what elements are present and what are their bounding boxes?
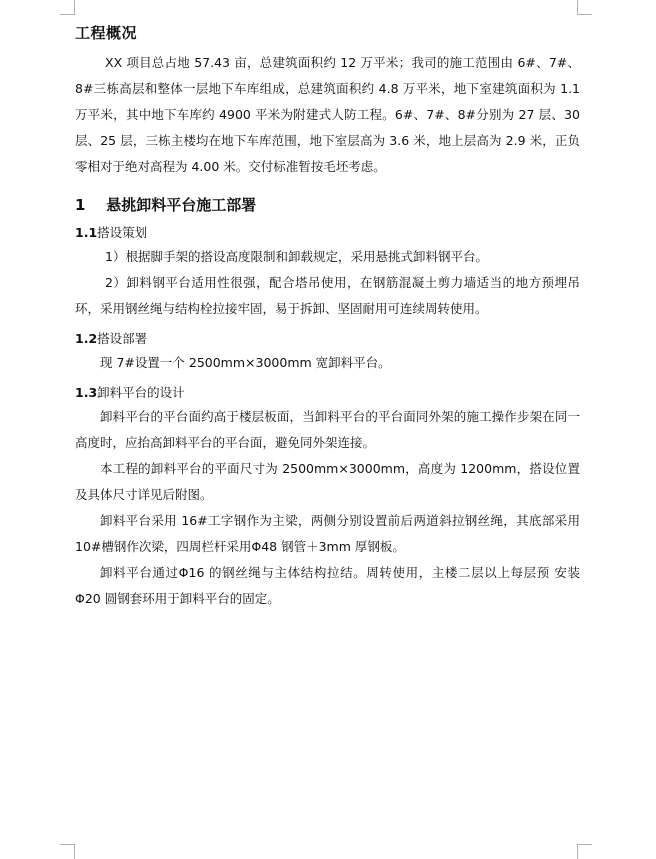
body-paragraph: 卸料平台的平台面约高于楼层板面，当卸料平台的平台面同外架的施工操作步架在同一高度时，应抬高卸料平台的平台面，避免同外架连接。 (75, 409, 580, 450)
subsection-heading (75, 222, 580, 244)
body-paragraph: 卸料平台采用 16#工字钢作为主梁，两侧分别设置前后两道斜拉钢丝绳，其底部采用 10#槽钢作次梁，四周栏杆采用Φ48 钢管＋3mm 厚钢板。 (75, 513, 580, 554)
overview-heading: 工程概况 (75, 24, 138, 42)
margin-corner-mark (60, 844, 75, 859)
margin-corner-mark (577, 844, 592, 859)
subsection-heading (75, 382, 580, 404)
subsection-number: 1.3 (75, 385, 98, 400)
subsection-title: 卸料平台的设计 (97, 385, 185, 400)
subsection-heading (75, 328, 580, 350)
body-paragraph: 现 7#设置一个 2500mm×3000mm 宽卸料平台。 (100, 355, 391, 370)
subsection-number: 1.1 (75, 225, 98, 240)
section-number: 1 (75, 196, 86, 214)
list-item: 1）根据脚手架的搭设高度限制和卸载规定，采用悬挑式卸料钢平台。 (105, 249, 488, 264)
margin-corner-mark (60, 0, 75, 15)
subsection-title: 搭设策划 (97, 225, 148, 240)
body-paragraph: 卸料平台通过Φ16 的钢丝绳与主体结构拉结。周转使用，主楼二层以上每层预 安装Φ20 圆钢套环用于卸料平台的固定。 (75, 565, 580, 606)
document-body[interactable] (75, 22, 580, 612)
overview-paragraph: XX 项目总占地 57.43 亩，总建筑面积约 12 万平米；我司的施工范围由 6#、7#、8#三栋高层和整体一层地下车库组成，总建筑面积约 4.8 万平米，地下室建筑面积为 1.1 万平米，其中地下车库约 4900 平米为附建式人防工程。6#、7#、8#分别为 27 层、30 层、25 层，三栋主楼均在地下车库范围，地下室层高为 3.6 米，地上层高为 2.9 米，正负零相对于绝对高程为 4.00 米。交付标准暂按毛坯考虑。 (75, 55, 580, 174)
list-item: 2）卸料钢平台适用性很强，配合塔吊使用，在钢筋混凝土剪力墙适当的地方预埋吊环，采用钢丝绳与结构栓拉接牢固，易于拆卸、坚固耐用可连续周转使用。 (75, 275, 580, 316)
body-paragraph: 本工程的卸料平台的平面尺寸为 2500mm×3000mm，高度为 1200mm，搭设位置及具体尺寸详见后附图。 (75, 461, 580, 502)
section-heading (75, 194, 580, 216)
subsection-title: 搭设部署 (97, 331, 148, 346)
margin-corner-mark (577, 0, 592, 15)
subsection-number: 1.2 (75, 331, 98, 346)
section-title: 悬挑卸料平台施工部署 (106, 196, 257, 214)
